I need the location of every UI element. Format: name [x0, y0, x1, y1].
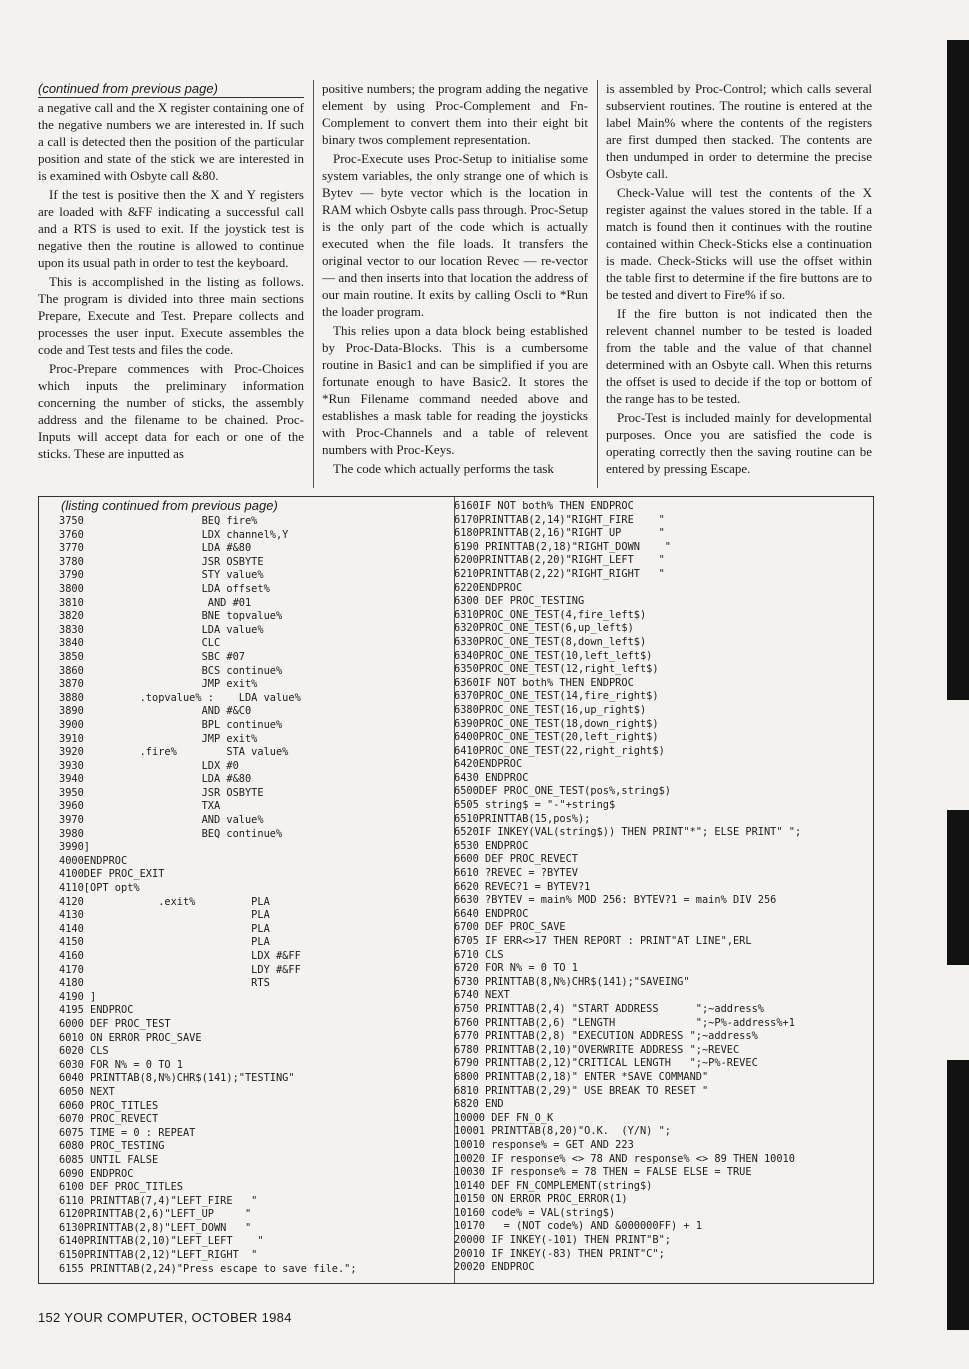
code-line: 3800 LDA offset%	[59, 582, 270, 595]
code-line: 6170PRINTTAB(2,14)"RIGHT_FIRE "	[454, 513, 665, 526]
code-line: 4180 RTS	[59, 977, 270, 990]
code-line: 6820 END	[454, 1098, 504, 1111]
paragraph: This is accomplished in the listing as follows. The program is divided into three main sections Prepare, Execute and Test. Prepare collects and processes the user input. Execute assembles the code and Test tests and files the code.	[38, 274, 304, 357]
code-line: 6190 PRINTTAB(2,18)"RIGHT_DOWN "	[454, 540, 671, 553]
code-line: 6080 PROC_TESTING	[59, 1140, 165, 1153]
code-line: 6180PRINTTAB(2,16)"RIGHT UP "	[454, 527, 665, 540]
code-line: 10010 response% = GET AND 223	[454, 1138, 634, 1151]
code-line: 6090 ENDPROC	[59, 1167, 134, 1180]
code-line: 4195 ENDPROC	[59, 1004, 134, 1017]
code-line: 6070 PROC_REVECT	[59, 1113, 159, 1126]
code-line: 6350PROC_ONE_TEST(12,right_left$)	[454, 663, 659, 676]
code-line: 3810 AND #01	[59, 596, 252, 609]
code-line: 3870 JMP exit%	[59, 678, 258, 691]
code-line: 6100 DEF PROC_TITLES	[59, 1181, 183, 1194]
code-line: 10150 ON ERROR PROC_ERROR(1)	[454, 1193, 628, 1206]
code-line: 3960 TXA	[59, 800, 221, 813]
code-line: 6110 PRINTTAB(7,4)"LEFT_FIRE "	[59, 1194, 258, 1207]
code-line: 3830 LDA value%	[59, 623, 264, 636]
code-line: 6705 IF ERR<>17 THEN REPORT : PRINT"AT LINE",ERL	[454, 935, 752, 947]
code-line: 6430 ENDPROC	[454, 771, 529, 784]
paragraph: Proc-Execute uses Proc-Setup to initialise some system variables, the only strange one of which is Bytev — byte vector which is the location in RAM which Osbyte calls pass through. Proc-Setup is the only part of the code which is actually executed when the file loads. It transfers the original vector to our location Revec — re-vector — and then inserts into that location the address of our main routine. It exits by calling Oscli to *Run the loader program.	[322, 151, 588, 319]
code-line: 4100DEF PROC_EXIT	[59, 868, 165, 881]
code-line: 3920 .fire% STA value%	[59, 746, 289, 759]
code-listing-right	[454, 500, 801, 1275]
code-line: 3980 BEQ continue%	[59, 827, 283, 840]
code-line: 10001 PRINTTAB(8,20)"O.K. (Y/N) ";	[454, 1125, 671, 1138]
code-line: 4190 ]	[59, 990, 97, 1003]
code-line: 3850 SBC #07	[59, 650, 245, 663]
code-line: 6330PROC_ONE_TEST(8,down_left$)	[454, 635, 647, 648]
code-line: 6740 NEXT	[454, 989, 510, 1002]
code-line: 6320PROC_ONE_TEST(6,up_left$)	[454, 622, 634, 635]
code-line: 6400PROC_ONE_TEST(20,left_right$)	[454, 731, 659, 744]
code-line: 3770 LDA #&80	[59, 542, 252, 555]
code-line: 6600 DEF PROC_REVECT	[454, 853, 578, 866]
code-line: 6710 CLS	[454, 948, 504, 961]
code-line: 6810 PRINTTAB(2,29)" USE BREAK TO RESET "	[454, 1084, 709, 1097]
paragraph: The code which actually performs the task	[333, 461, 554, 476]
code-line: 10000 DEF FN_O_K	[454, 1111, 554, 1124]
column-divider	[597, 80, 598, 488]
code-line: 6620 REVEC?1 = BYTEV?1	[454, 880, 591, 893]
code-line: 6340PROC_ONE_TEST(10,left_left$)	[454, 649, 653, 662]
code-line: 6510PRINTTAB(15,pos%);	[454, 812, 591, 825]
code-line: 4120 .exit% PLA	[59, 895, 270, 908]
code-line: 6085 UNTIL FALSE	[59, 1153, 159, 1166]
code-line: 6310PROC_ONE_TEST(4,fire_left$)	[454, 608, 647, 621]
code-line: 3930 LDX #0	[59, 759, 239, 772]
code-line: 6505 string$ = "-"+string$	[454, 799, 616, 812]
code-line: 6800 PRINTTAB(2,18)" ENTER *SAVE COMMAND"	[454, 1070, 709, 1083]
code-line: 6370PROC_ONE_TEST(14,fire_right$)	[454, 690, 659, 703]
code-line: 4160 LDX #&FF	[59, 950, 301, 962]
code-line: 6020 CLS	[59, 1045, 109, 1058]
code-line: 6360IF NOT both% THEN ENDPROC	[454, 676, 634, 689]
code-line: 6210PRINTTAB(2,22)"RIGHT_RIGHT "	[454, 567, 665, 580]
code-line: 6380PROC_ONE_TEST(16,up_right$)	[454, 703, 647, 716]
code-line: 4110[OPT opt%	[59, 882, 140, 895]
code-line: 6700 DEF PROC_SAVE	[454, 921, 566, 934]
code-line: 6150PRINTTAB(2,12)"LEFT_RIGHT "	[59, 1249, 258, 1262]
continued-label: (continued from previous page)	[38, 80, 304, 98]
code-line: 3880 .topvalue% : LDA value%	[59, 691, 301, 704]
code-line: 6750 PRINTTAB(2,4) "START ADDRESS ";~address%	[454, 1002, 764, 1015]
code-line: 3990]	[59, 841, 90, 854]
code-line: 6155 PRINTTAB(2,24)"Press escape to save file.";	[59, 1262, 357, 1275]
article-column-1	[38, 80, 304, 490]
code-line: 6040 PRINTTAB(8,N%)CHR$(141);"TESTING"	[59, 1072, 295, 1085]
code-line: 3900 BPL continue%	[59, 718, 283, 731]
code-line: 3840 CLC	[59, 637, 221, 650]
code-line: 6630 ?BYTEV = main% MOD 256: BYTEV?1 = main% DIV 256	[454, 894, 777, 907]
code-line: 6390PROC_ONE_TEST(18,down_right$)	[454, 717, 659, 730]
column-divider	[313, 80, 314, 488]
code-line: 6770 PRINTTAB(2,8) "EXECUTION ADDRESS ";~address%	[454, 1030, 758, 1043]
code-line: 10160 code% = VAL(string$)	[454, 1206, 616, 1219]
code-line: 6790 PRINTTAB(2,12)"CRITICAL LENGTH ";~P%-REVEC	[454, 1057, 758, 1070]
code-line: 3780 JSR OSBYTE	[59, 555, 264, 568]
paragraph: is assembled by Proc-Control; which calls several subservient routines. The routine is entered at the label Main% where the contents of the registers are first dumped then stacked. The contents are then undumped in order to determine the precise Osbyte call.	[606, 81, 872, 181]
code-line: 6760 PRINTTAB(2,6) "LENGTH ";~P%-address%+1	[454, 1016, 795, 1029]
code-line: 6050 NEXT	[59, 1085, 115, 1098]
code-line: 6780 PRINTTAB(2,10)"OVERWRITE ADDRESS ";~REVEC	[454, 1043, 740, 1056]
code-line: 6075 TIME = 0 : REPEAT	[59, 1126, 196, 1139]
code-line: 6130PRINTTAB(2,8)"LEFT_DOWN "	[59, 1221, 252, 1234]
code-line: 20010 IF INKEY(-83) THEN PRINT"C";	[454, 1247, 665, 1260]
paragraph: If the test is positive then the X and Y registers are loaded with &FF indicating a successful call and a RTS is used to exit. If the joystick test is negative then the routine is allowed to continue upon its usual path in order to test the keyboard.	[38, 187, 304, 270]
code-line: 3910 JMP exit%	[59, 732, 258, 745]
paragraph: Check-Value will test the contents of the X register against the values stored in the table. If a match is found then it continues with the routine contained within Check-Sticks else a continuation is made. Check-Sticks will use the offset within the table first to determine if the fire buttons are to be tested and divert to Fire% if so.	[606, 185, 872, 302]
code-line: 6220ENDPROC	[454, 581, 523, 594]
code-line: 6720 FOR N% = 0 TO 1	[454, 962, 578, 975]
code-line: 6010 ON ERROR PROC_SAVE	[59, 1031, 202, 1044]
paragraph: a negative call and the X register containing one of the negative numbers we are interested in. If such a call is detected then the position of the particular position and state of the stick we are interested in is examined with Osbyte call &80.	[38, 100, 304, 183]
code-line: 6420ENDPROC	[454, 758, 523, 771]
code-line: 10140 DEF FN_COMPLEMENT(string$)	[454, 1179, 653, 1192]
code-line: 3750 BEQ fire%	[59, 515, 258, 527]
code-line: 3860 BCS continue%	[59, 664, 283, 677]
code-listing-left	[59, 515, 357, 1276]
listing-box	[38, 496, 874, 1284]
code-line: 4170 LDY #&FF	[59, 963, 301, 976]
paragraph: Proc-Test is included mainly for developmental purposes. Once you are satisfied the code is operating correctly then the saving routine can be entered by pressing Escape.	[606, 410, 872, 476]
page-edge	[933, 0, 969, 1369]
code-line: 6730 PRINTTAB(8,N%)CHR$(141);"SAVEING"	[454, 975, 690, 988]
code-line: 20020 ENDPROC	[454, 1261, 535, 1274]
code-line: 6530 ENDPROC	[454, 839, 529, 852]
code-line: 4130 PLA	[59, 909, 270, 922]
code-line: 6160IF NOT both% THEN ENDPROC	[454, 500, 634, 512]
code-line: 3940 LDA #&80	[59, 773, 252, 786]
code-line: 4000ENDPROC	[59, 854, 128, 867]
code-line: 6000 DEF PROC_TEST	[59, 1017, 171, 1030]
listing-title: (listing continued from previous page)	[61, 498, 278, 513]
code-line: 6640 ENDPROC	[454, 907, 529, 920]
code-line: 6520IF INKEY(VAL(string$)) THEN PRINT"*"; ELSE PRINT" ";	[454, 826, 802, 839]
code-line: 6610 ?REVEC = ?BYTEV	[454, 867, 578, 880]
code-line: 6410PROC_ONE_TEST(22,right_right$)	[454, 744, 665, 757]
code-line: 6060 PROC_TITLES	[59, 1099, 159, 1112]
code-line: 10170 = (NOT code%) AND &000000FF) + 1	[454, 1220, 702, 1233]
code-line: 3950 JSR OSBYTE	[59, 786, 264, 799]
code-line: 10020 IF response% <> 78 AND response% <> 89 THEN 10010	[454, 1152, 795, 1165]
paragraph: This relies upon a data block being established by Proc-Data-Blocks. This is a cumbersome routine in Basic1 and can be simplified if you are fortunate enough to have Basic2. It stores the *Run Filename command needed above and establishes a mask table for reading the joysticks with Proc-Channels and a table of relevent numbers with Proc-Keys.	[322, 323, 588, 457]
code-line: 3820 BNE topvalue%	[59, 610, 283, 623]
paragraph: If the fire button is not indicated then the relevent channel number to be tested is loaded from the table and the value of that channel determined with an Osbyte call. When this returns the offset is used to decide if the top or bottom of the range has to be tested.	[606, 306, 872, 406]
code-line: 3760 LDX channel%,Y	[59, 528, 289, 541]
code-line: 3790 STY value%	[59, 569, 264, 582]
code-line: 4140 PLA	[59, 922, 270, 935]
code-line: 6120PRINTTAB(2,6)"LEFT_UP "	[59, 1208, 252, 1221]
page-footer: 152 YOUR COMPUTER, OCTOBER 1984	[38, 1310, 292, 1325]
code-line: 6300 DEF PROC_TESTING	[454, 595, 585, 608]
code-line: 3890 AND #&C0	[59, 705, 252, 718]
code-line: 3970 AND value%	[59, 814, 264, 827]
code-line: 6200PRINTTAB(2,20)"RIGHT_LEFT "	[454, 554, 665, 567]
paragraph: Proc-Prepare commences with Proc-Choices which inputs the preliminary information concerning the number of sticks, the assembly address and the filename to be chained. Proc-Inputs will accept data for each or one of the sticks. These are inputted as	[38, 361, 304, 461]
code-line: 6500DEF PROC_ONE_TEST(pos%,string$)	[454, 785, 671, 798]
code-line: 20000 IF INKEY(-101) THEN PRINT"B";	[454, 1234, 671, 1247]
code-line: 4150 PLA	[59, 936, 270, 949]
article-column-2	[322, 80, 588, 490]
paragraph: positive numbers; the program adding the negative element by using Proc-Complement and Fn-Complement to convert them into their eight bit binary twos complement representation.	[322, 81, 588, 147]
code-line: 6030 FOR N% = 0 TO 1	[59, 1058, 183, 1071]
code-line: 6140PRINTTAB(2,10)"LEFT_LEFT "	[59, 1235, 264, 1248]
code-line: 10030 IF response% = 78 THEN = FALSE ELSE = TRUE	[454, 1166, 752, 1179]
article-column-3	[606, 80, 872, 490]
